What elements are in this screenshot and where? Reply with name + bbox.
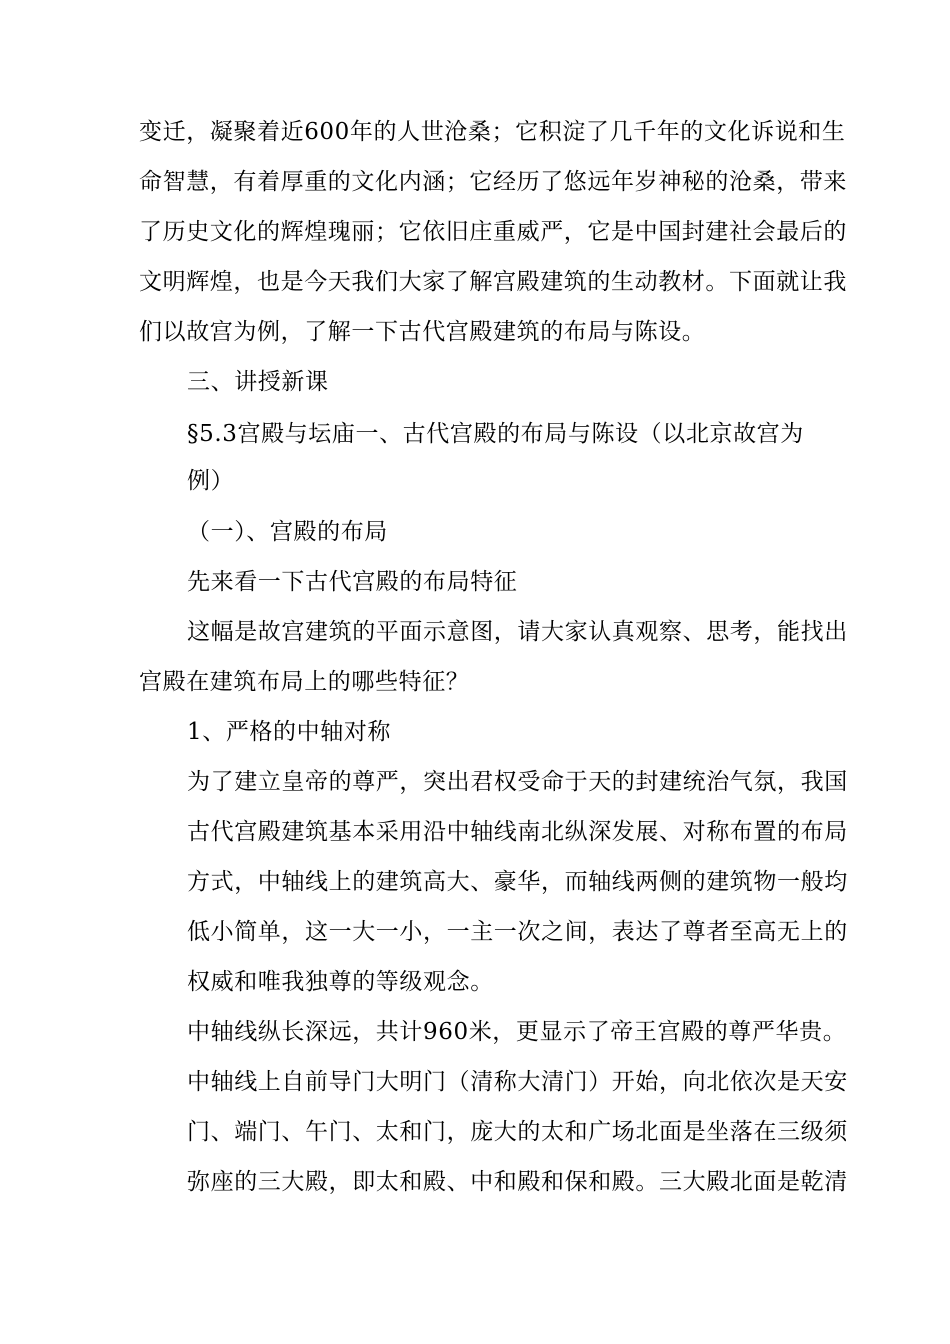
intro-paragraph-line-4: 文明辉煌，也是今天我们大家了解宫殿建筑的生动教材。下面就让我 — [139, 269, 847, 295]
feature-heading: 1、严格的中轴对称 — [187, 719, 392, 745]
axis-paragraph-line-5: 权威和唯我独尊的等级观念。 — [187, 969, 494, 995]
section-heading: 三、讲授新课 — [187, 369, 329, 395]
intro-paragraph-line-2: 命智慧，有着厚重的文化内涵；它经历了悠远年岁神秘的沧桑，带来 — [139, 169, 847, 195]
diagram-question-line-2: 宫殿在建筑布局上的哪些特征？ — [139, 669, 470, 695]
axis-buildings-line-2: 门、端门、午门、太和门，庞大的太和广场北面是坐落在三级须 — [187, 1119, 848, 1145]
layout-intro-text: 先来看一下古代宫殿的布局特征 — [187, 569, 518, 595]
lesson-title-line-1: §5.3宫殿与坛庙一、古代宫殿的布局与陈设（以北京故宫为 — [187, 421, 804, 447]
axis-length-text: 中轴线纵长深远，共计960米，更显示了帝王宫殿的尊严华贵。 — [187, 1019, 847, 1045]
lesson-title-line-2: 例） — [187, 468, 235, 494]
axis-paragraph-line-1: 为了建立皇帝的尊严，突出君权受命于天的封建统治气氛，我国 — [187, 769, 848, 795]
subsection-heading: （一）、宫殿的布局 — [187, 519, 388, 545]
diagram-question-line-1: 这幅是故宫建筑的平面示意图，请大家认真观察、思考，能找出 — [187, 619, 848, 645]
axis-paragraph-line-4: 低小简单，这一大一小，一主一次之间，表达了尊者至高无上的 — [187, 919, 848, 945]
intro-paragraph-line-1: 变迁，凝聚着近600年的人世沧桑；它积淀了几千年的文化诉说和生 — [139, 119, 846, 145]
axis-buildings-line-3: 弥座的三大殿，即太和殿、中和殿和保和殿。三大殿北面是乾清 — [187, 1169, 848, 1195]
intro-paragraph-line-5: 们以故宫为例，了解一下古代宫殿建筑的布局与陈设。 — [139, 319, 706, 345]
intro-paragraph-line-3: 了历史文化的辉煌瑰丽；它依旧庄重威严，它是中国封建社会最后的 — [139, 219, 847, 245]
axis-paragraph-line-2: 古代宫殿建筑基本采用沿中轴线南北纵深发展、对称布置的布局 — [187, 819, 848, 845]
axis-paragraph-line-3: 方式，中轴线上的建筑高大、豪华，而轴线两侧的建筑物一般均 — [187, 869, 848, 895]
axis-buildings-line-1: 中轴线上自前导门大明门（清称大清门）开始，向北依次是天安 — [187, 1069, 848, 1095]
